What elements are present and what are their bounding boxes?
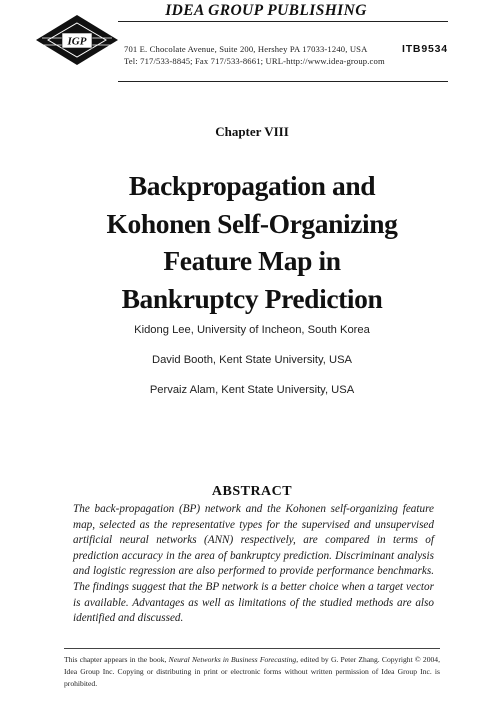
author-kidong-lee: Kidong Lee, University of Incheon, South Korea (134, 324, 370, 336)
author-pervaiz-alam: Pervaiz Alam, Kent State University, USA (149, 384, 355, 396)
title-line: Kohonen Self-Organizing (106, 207, 398, 239)
igp-logo (34, 14, 120, 66)
book-title: Neural Networks in Business Forecasting (168, 655, 297, 664)
chapter-label: Chapter VIII (215, 124, 289, 139)
author-david-booth: David Booth, Kent State University, USA (151, 354, 352, 366)
logo-text: IGP (67, 35, 87, 48)
document-code: ITB9534 (402, 43, 448, 55)
chapter-title (40, 167, 464, 317)
footnote-suffix: , edited by G. Peter Zhang. Copyright © 2004, Idea Group Inc. Copying or distributing in print or electronic forms without written permission of Idea Group Inc. is prohibited. (64, 655, 441, 688)
abstract-text: The back-propagation (BP) network and the Kohonen self-organizing feature map, selected as the representative types for the supervised and unsupervised artificial neural networks (ANN) respectively, are compared in terms of prediction accuracy in the area of bankruptcy prediction. Discriminant analysis and logistic regression are also performed to provide performance benchmarks. The findings suggest that the BP network is a better choice when a target vector is available. Advantages as well as limitations of the studied methods are also identified and discussed. (73, 503, 434, 625)
footnote-prefix: This chapter appears in the book, (64, 655, 169, 664)
abstract-heading: ABSTRACT (211, 484, 293, 499)
title-line: Backpropagation and (128, 170, 376, 201)
copyright-footnote (64, 654, 440, 690)
title-line: Feature Map in (163, 245, 341, 276)
publisher-address: 701 E. Chocolate Avenue, Suite 200, Hershey PA 17033-1240, USA (124, 44, 368, 54)
publisher-name: IDEA GROUP PUBLISHING (165, 2, 367, 19)
footnote-rule (64, 648, 440, 649)
header-rule-bottom (118, 81, 448, 82)
publisher-contact: Tel: 717/533-8845; Fax 717/533-8661; URL-http://www.idea-group.com (124, 56, 385, 66)
header-rule-top (118, 21, 448, 22)
title-line: Bankruptcy Prediction (121, 282, 383, 314)
